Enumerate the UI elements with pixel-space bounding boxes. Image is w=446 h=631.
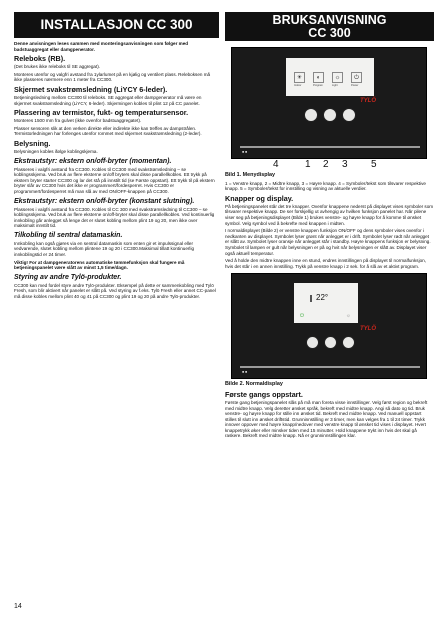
section-paragraph: Belysningen kobles ifølge koblingskjema. — [14, 148, 98, 154]
section-heading: Tilkobling til sentral datamaskin. — [14, 231, 123, 239]
tylo-logo-2: TYLÖ — [360, 326, 376, 333]
callout-4: 4 — [273, 159, 279, 170]
middle-button[interactable] — [323, 108, 337, 122]
section-paragraph: (Det brukes ikke releboks til SE aggregat). — [14, 64, 101, 70]
left-sections — [14, 54, 219, 299]
section-paragraph: Plasser sensoren slik at den verken direkte eller indirekte ikke kan treffes av dampstrålen. Termistorledningen har forlenges utenfor rommet med skjermet svakstrømsledning (2-leder). — [14, 125, 202, 137]
normal-display-device — [231, 273, 427, 379]
first-startup-heading: Første gangs oppstart. — [225, 389, 303, 399]
section-heading: Belysning. — [14, 138, 51, 148]
intro-text: Denne anvisningen leses sammen med monteringsanvisningen som følger med badstuaggregat eller damgpenerator. — [14, 41, 189, 52]
section-paragraph: Betjeningsledning mellom CC300 til releboks. SE aggregat eller dampgenerator må være en skjermet svakstrømsledning (LiYCY, 6-leder). Skjermingen kobles til plint 12 på CC panelet. — [14, 94, 202, 106]
section-paragraph: Innkobling kan også gjøres via en sentral datamaskin som enten gir et impulssignal eller vedvarende, slutet kobling mellom plintene 19 og 20 i CC300.Maksimal tillatt kontinuerlig innkoblingstid er 24 timer. — [14, 240, 195, 258]
menu-icon-label: Program — [313, 84, 323, 87]
menu-icon: ⏻ — [351, 72, 362, 83]
section-paragraph: Plasseres i valgfri avstand fra CC300. Kobles til CC300 med svakstrømsledning – se koblingsskjema. Ved bruk av flere eksterne on/off bryters skal disse parallellkobles. Ett trykk på ekstern bryter starter CC300 og lar det stå på innstilt tid (se Første oppstart). Ett trykk til på ekstern bryter slår av CC300 hvis det ikke er programmert/fordesperret. Hvis CC300 er programmert/fordesperret må man slå av med ON/OFF-knappen på CC300. — [14, 166, 215, 194]
device-label: ■ ■ — [242, 150, 248, 154]
right-button-2[interactable] — [342, 336, 355, 349]
figure2-caption: Bilde 2. Normaldisplay — [225, 381, 283, 388]
left-button[interactable] — [304, 108, 318, 122]
callout-1: 1 — [305, 159, 311, 170]
menu-icon-label: Power — [351, 84, 359, 87]
normal-display-screen — [294, 283, 358, 323]
section-paragraph: Monteres 1500 mm fra gulvet (ikke ovenfor badstuaggregatet). — [14, 118, 142, 124]
menu-icon: ◐ — [313, 72, 324, 83]
menu-icon: ☼ — [332, 72, 343, 83]
section-heading: Releboks (RB). — [14, 54, 66, 64]
menu-icon: ☀ — [294, 72, 305, 83]
manual-title-line1: BRUKSANVISNING — [272, 13, 387, 27]
section-paragraph: Monteres utenfor og valgfri avstand fra 1ylarlumet på en kjølig og ventilert plass. Releboksen må ikke plasseres nærmere enn 1 meter fra CC300. — [14, 71, 211, 83]
manual-title — [225, 12, 434, 41]
page-number: 14 — [14, 603, 22, 610]
left-column — [14, 12, 219, 302]
body-paragraph: Ved å holde den midtre knappen inne en stund, endres innstillingen på displayet til normalfunksjon, hvis det står i en annen innstilling. Trykk på venstre knapp i 2 sek. for å slå av et aktivt program. — [225, 258, 426, 269]
callout-5: 5 — [371, 159, 377, 170]
menu-display-screen — [286, 58, 374, 96]
power-symbol-icon: ⏻ — [300, 313, 304, 320]
lamp-symbol-icon: ☼ — [346, 313, 351, 320]
menu-display-device — [231, 47, 427, 159]
body-paragraph: I normaldisplayet (Bilde 2) er venstre knappen funksjon ON/OFF og dens symboler vises ovenfor i nedkanten av displayet. Symbolet lyser grønt når anlegget er i drift. Symbolet lyser rødt når anlegget er slått av. Symbolet lyser oransje når anlegget står i standby. Høyre knappens funksjon er belysning. Symbolet til lampen er gult når belysningen er på og hvit når belysningen er slått av. Displayet viser også aktuell temperatur. — [225, 228, 431, 256]
callout-3: 3 — [342, 159, 348, 170]
section-heading: Ekstrautstyr: ekstern on/off-bryter (konstant slutning). — [14, 197, 195, 205]
section-paragraph: Plasseres i valgfri avstand fra CC300. Kobles til CC 300 med svakstrømsledning til CC300 – se koblingsskjema. Ved bruk av flere eksterne on/off-bryter skal disse parallellkobles. Ved kontinuerlig innkobling går anlegget så lenge det er slutet kobling mellom plint 19 og 20, men ikke over maksimalt innstilt tid. — [14, 206, 215, 229]
device-trim — [240, 146, 420, 148]
buttons-text — [225, 204, 434, 270]
device-trim-2 — [240, 366, 420, 368]
body-paragraph: Første gang betjeningspanelet slås på må man foreta visse innstillinger. Velg først region og bekreft med midtre knapp. Velg deretter ønsket språk, bekreft med midtre knapp. Angi så dato og tid. Bruk venstre- og høyre knapp for stille inn ønsket tid. Bekreft med midtre knapp. Ved manuell oppstart stilles til slutt inn ønsket driftstid. Grunninnstilling er 3 timer, men kan velges fra 1 til 24 timer. Trykk innover oppover med høyre knapp/nedover med venstre knapp til ønsket tid vises i displayet. Hvert knappetrykk øker eller minsker tiden med 15 minutter. Hold knappene trykt inn hvis det skal gå raskere. Bekreft med midtre knapp. Nå er grunninnstillingen klar. — [225, 399, 428, 439]
middle-button-2[interactable] — [324, 336, 337, 349]
section-heading: Skjermet svakstrømsledning (LiYCY 6-leder). — [14, 84, 168, 94]
section-paragraph: Viktig! For at dampgeneratorens automatiske tømmefunksjon skal fungere må betjeningspanelet være slått av minst 1,5 time/dagn. — [14, 259, 185, 271]
section-heading: Ekstrautstyr: ekstern on/off-bryter (momentan). — [14, 157, 172, 165]
right-column — [225, 12, 434, 441]
callout-2: 2 — [323, 159, 329, 170]
temperature-readout: 22° — [316, 293, 329, 303]
tylo-logo: TYLÖ — [360, 98, 376, 104]
section-heading: Plassering av termistor, fukt- og temperatursensor. — [14, 108, 189, 118]
right-button[interactable] — [342, 108, 356, 122]
figure1-description: 1 = Venstre knapp, 2 = Midtre knapp, 3 = Høyre knapp. 4 = Symboler/tekst som tilsvarer respektive knapp. 5 = Symboler/tekst for innstilling og visning av aktuelle verdier. — [225, 180, 426, 192]
figure1-callouts — [225, 159, 434, 171]
left-button-2[interactable] — [306, 336, 319, 349]
figure1-caption: Bild 1. Menydisplay — [225, 172, 276, 178]
section-heading: Styring av andre Tylö-produkter. — [14, 273, 122, 281]
device-label-2: ■ ■ — [242, 370, 248, 375]
section-paragraph: CC300 kan med fordel styre andre Tylö-produkter. Eksempel på dette er sammenkobling med Tylö Fresh, som blir aktivert når panelet er slått på. Ved styring av f.eks. Tylö Fresh eller annet CC-panel må disse kobles mellom plint 40 og 41 på CC300 og plint 19 og 20 på andre Tylö-produkter. — [14, 282, 216, 300]
body-paragraph: På betjeningspanelet står det tre knapper. Ovenfor knappene nederst på displayet vises symboler som tilsvarer respektive knapp. De ser forskjellig ut avhengig av hvilken funksjon panelet har. Når pilene viser seg på betjeningsdisplayet (Bilde 1) brukes venstre- og høyre knapp for å komme til ønsket symbol. Velg symbol ved å bekrefte med knappen i midten. — [225, 203, 434, 226]
first-startup-text — [225, 400, 434, 439]
buttons-heading: Knapper og display. — [225, 193, 294, 203]
page-title: INSTALLASJON CC 300 — [14, 12, 219, 38]
manual-title-line2: CC 300 — [308, 26, 351, 40]
menu-icon-label: Indoor — [294, 84, 302, 87]
thermometer-icon — [310, 295, 312, 302]
menu-icon-label: Light — [332, 84, 338, 87]
